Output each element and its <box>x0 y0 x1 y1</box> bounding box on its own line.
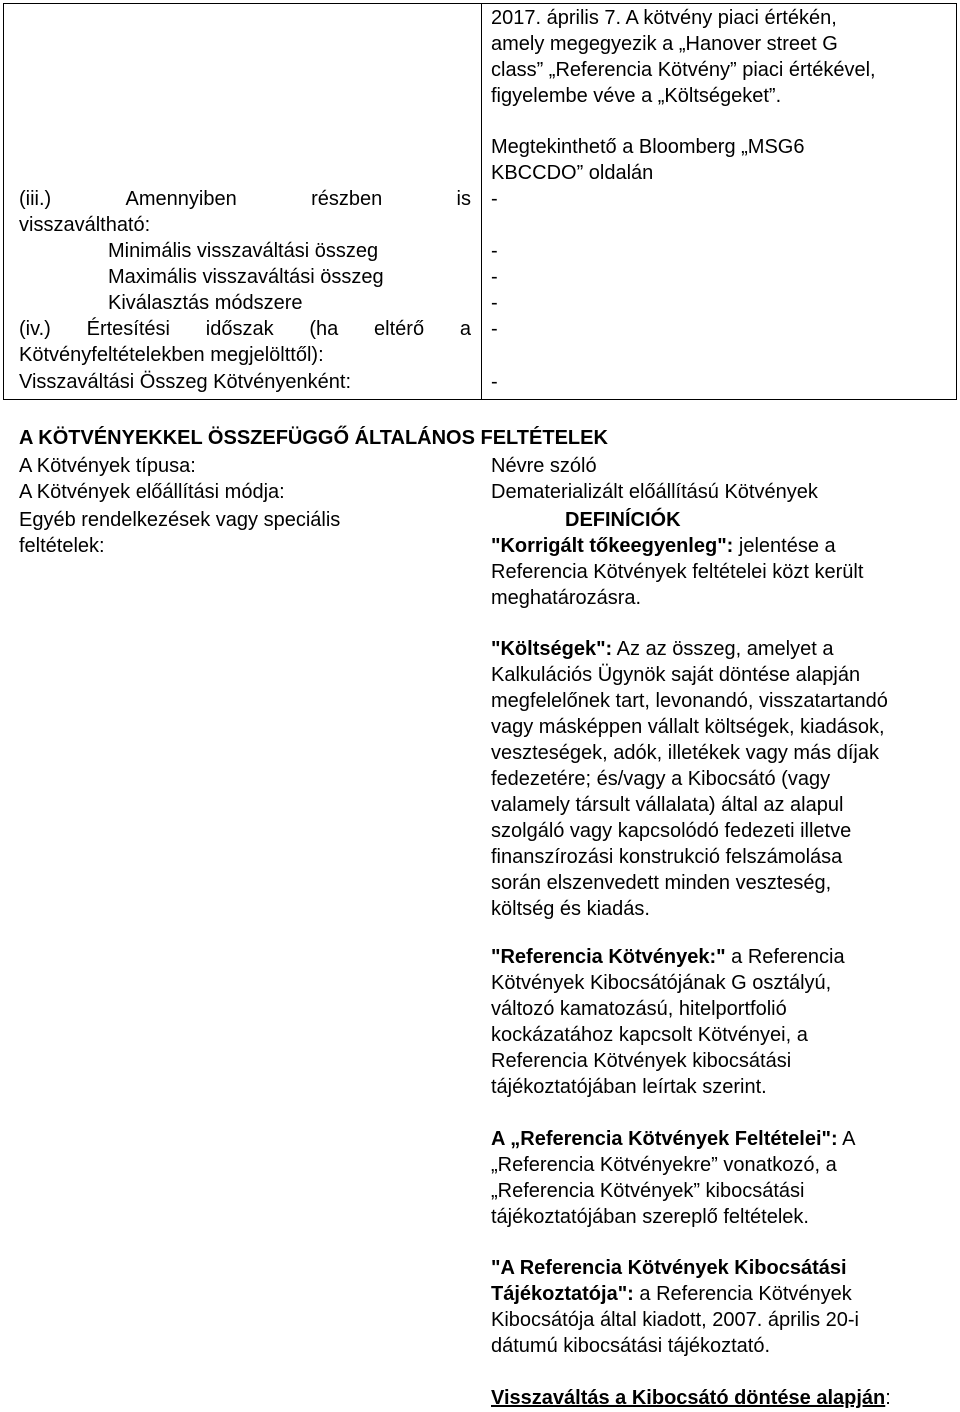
iii-word-1: Amennyiben <box>125 188 237 210</box>
definition-text: Az az összeg, amelyet a <box>612 638 834 660</box>
definition-prospectus-line: dátumú kibocsátási tájékoztató. <box>491 1335 771 1357</box>
iv-word-5: a <box>459 318 471 340</box>
bloomberg-line-1: Megtekinthető a Bloomberg „MSG6 <box>491 136 805 158</box>
max-amount-label: Maximális visszaváltási összeg <box>108 266 384 288</box>
definition-costs-line: fedezetére; és/vagy a Kibocsátó (vagy <box>491 768 831 790</box>
table-border-top <box>3 3 957 4</box>
iii-label-line-1 <box>19 186 471 212</box>
definition-reference-bonds-line-1 <box>491 944 845 970</box>
valuation-line-2: amely megegyezik a „Hanover street G <box>491 33 838 55</box>
redemption-amount-label: Visszaváltási Összeg Kötvényenként: <box>19 371 352 393</box>
table-border-right <box>956 3 957 400</box>
definition-costs-line: Kalkulációs Ügynök saját döntése alapján <box>491 664 861 686</box>
iv-word-2: időszak <box>205 318 274 340</box>
definition-term: Tájékoztatója": <box>491 1283 634 1305</box>
min-amount-label: Minimális visszaváltási összeg <box>108 240 379 262</box>
definition-term: "Korrigált tőkeegyenleg": <box>491 535 734 557</box>
definition-adjusted-principal-line-1 <box>491 533 836 559</box>
definition-term: A „Referencia Kötvények Feltételei": <box>491 1128 838 1150</box>
iii-word-2: részben <box>311 188 383 210</box>
production-method-value: Dematerializált előállítású Kötvények <box>491 481 818 503</box>
definition-text: jelentése a <box>733 535 836 557</box>
definition-text: A <box>837 1128 856 1150</box>
definition-colon: : <box>885 1387 891 1409</box>
definition-adjusted-principal-line-2: Referencia Kötvények feltételei közt került <box>491 561 864 583</box>
table-border-left <box>3 3 4 400</box>
min-amount-value: - <box>491 240 498 262</box>
iii-label-line-2: visszaváltható: <box>19 214 151 236</box>
definitions-heading: DEFINÍCIÓK <box>565 509 681 531</box>
other-provisions-label-2: feltételek: <box>19 535 105 557</box>
general-conditions-heading: A KÖTVÉNYEKKEL ÖSSZEFÜGGŐ ÁLTALÁNOS FELTÉTELEK <box>19 427 608 449</box>
bloomberg-line-2: KBCCDO” oldalán <box>491 162 654 184</box>
definition-term: "Költségek": <box>491 638 613 660</box>
redemption-amount-value: - <box>491 371 498 393</box>
iii-value: - <box>491 188 498 210</box>
definition-reference-bonds-line: Referencia Kötvények kibocsátási <box>491 1050 792 1072</box>
definition-prospectus-term-line-1: "A Referencia Kötvények Kibocsátási <box>491 1257 847 1279</box>
valuation-line-4: figyelembe véve a „Költségeket”. <box>491 85 782 107</box>
definition-prospectus-line: Kibocsátója által kiadott, 2007. április 20-i <box>491 1309 859 1331</box>
valuation-line-1: 2017. április 7. A kötvény piaci értékén, <box>491 7 837 29</box>
definition-costs-line: valamely társult vállalata) által az alapul <box>491 794 844 816</box>
definition-prospectus-line-2 <box>491 1281 852 1307</box>
definition-text: a Referencia <box>725 946 845 968</box>
table-border-bottom <box>3 399 957 400</box>
definition-costs-line: költség és kiadás. <box>491 898 650 920</box>
max-amount-value: - <box>491 266 498 288</box>
valuation-line-3: class” „Referencia Kötvény” piaci értékével, <box>491 59 876 81</box>
definition-text: a Referencia Kötvények <box>633 1283 852 1305</box>
definition-reference-bonds-line: Kötvények Kibocsátójának G osztályú, <box>491 972 832 994</box>
iv-word-1: Értesítési <box>86 318 170 340</box>
iv-label-line-1 <box>19 316 471 342</box>
definition-reference-bonds-line: kockázatához kapcsolt Kötvényei, a <box>491 1024 808 1046</box>
other-provisions-label-1: Egyéb rendelkezések vagy speciális <box>19 509 341 531</box>
definition-costs-line: során elszenvedett minden veszteség, <box>491 872 832 894</box>
definition-issuer-call-heading <box>491 1385 891 1411</box>
definition-term: "Referencia Kötvények:" <box>491 946 726 968</box>
definition-adjusted-principal-line-3: meghatározásra. <box>491 587 642 609</box>
bond-type-value: Névre szóló <box>491 455 597 477</box>
definition-reference-terms-line: „Referencia Kötvények” kibocsátási <box>491 1180 805 1202</box>
iv-label-line-2: Kötvényfeltételekben megjelölttől): <box>19 344 324 366</box>
production-method-label: A Kötvények előállítási módja: <box>19 481 285 503</box>
definition-reference-terms-line-1 <box>491 1126 855 1152</box>
definition-reference-terms-line: „Referencia Kötvényekre” vonatkozó, a <box>491 1154 837 1176</box>
iv-word-3: (ha <box>309 318 339 340</box>
definition-costs-line-1 <box>491 636 833 662</box>
bond-type-label: A Kötvények típusa: <box>19 455 196 477</box>
iii-word-3: is <box>456 188 471 210</box>
definition-reference-bonds-line: tájékoztatójában leírtak szerint. <box>491 1076 767 1098</box>
definition-costs-line: vagy másképpen vállalt költségek, kiadások, <box>491 716 885 738</box>
definition-reference-bonds-line: változó kamatozású, hitelportfolió <box>491 998 787 1020</box>
iv-word-4: eltérő <box>374 318 425 340</box>
iv-value: - <box>491 318 498 340</box>
table-column-divider <box>481 3 482 400</box>
definition-costs-line: veszteségek, adók, illetékek vagy más díjak <box>491 742 879 764</box>
definition-costs-line: szolgáló vagy kapcsolódó fedezeti illetve <box>491 820 852 842</box>
selection-method-label: Kiválasztás módszere <box>108 292 303 314</box>
iii-number: (iii.) <box>19 188 52 210</box>
iv-number: (iv.) <box>19 318 51 340</box>
definition-costs-line: megfelelőnek tart, levonandó, visszatartandó <box>491 690 888 712</box>
selection-method-value: - <box>491 292 498 314</box>
definition-term: Visszaváltás a Kibocsátó döntése alapján <box>491 1387 886 1409</box>
definition-reference-terms-line: tájékoztatójában szereplő feltételek. <box>491 1206 809 1228</box>
definition-costs-line: finanszírozási konstrukció felszámolása <box>491 846 843 868</box>
